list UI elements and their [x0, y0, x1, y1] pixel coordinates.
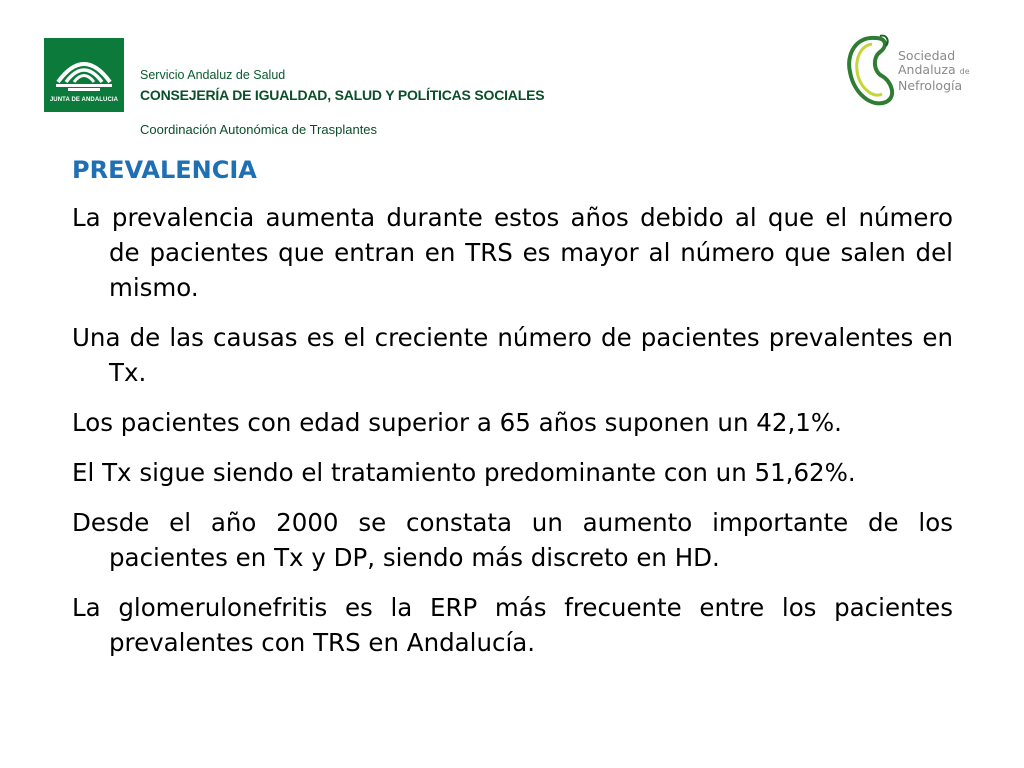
- junta-de-andalucia-logo: [44, 38, 124, 112]
- department-name: CONSEJERÍA DE IGUALDAD, SALUD Y POLÍTICAS SOCIALES: [140, 87, 545, 103]
- paragraph-3: Los pacientes con edad superior a 65 años suponen un 42,1%.: [72, 408, 842, 437]
- sociedad-andaluza-nefrologia-logo: [842, 28, 982, 114]
- coordination-name: Coordinación Autonómica de Trasplantes: [140, 122, 378, 137]
- sen-line-2-main: Andaluza: [898, 62, 956, 77]
- paragraph-1: La prevalencia aumenta durante estos años debido al que el número de pacientes que entran en TRS es mayor al número que salen del mismo.: [72, 203, 953, 302]
- paragraph-6: La glomerulonefritis es la ERP más frecuente entre los pacientes prevalentes con TRS en Andalucía.: [72, 593, 953, 657]
- slide-header: [0, 0, 1024, 150]
- paragraph-4: El Tx sigue siendo el tratamiento predominante con un 51,62%.: [72, 458, 856, 487]
- sen-line-3: Nefrología: [898, 78, 963, 93]
- sen-line-1: Sociedad: [898, 48, 956, 63]
- service-name: Servicio Andaluz de Salud: [140, 68, 286, 82]
- junta-logo-text: JUNTA DE ANDALUCIA: [49, 97, 119, 103]
- section-title: PREVALENCIA: [72, 156, 257, 184]
- sen-logo-text: [898, 49, 970, 93]
- paragraph-2: Una de las causas es el creciente número de pacientes prevalentes en Tx.: [72, 323, 953, 387]
- paragraph-5: Desde el año 2000 se constata un aumento importante de los pacientes en Tx y DP, siendo más discreto en HD.: [72, 508, 953, 572]
- kidney-swirl-icon: [842, 28, 902, 114]
- sen-line-2-suffix: de: [959, 67, 970, 76]
- sen-line-2: [898, 63, 970, 79]
- slide-content: [72, 152, 953, 675]
